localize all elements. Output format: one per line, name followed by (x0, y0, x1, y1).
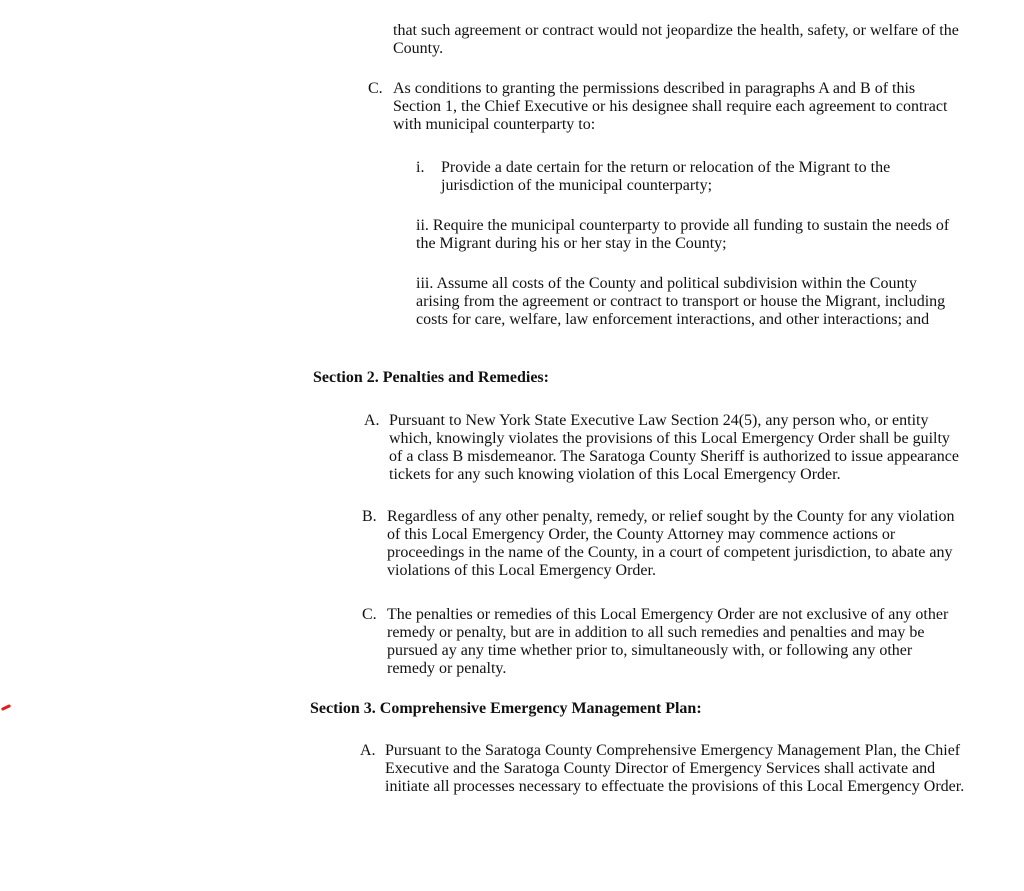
red-pen-mark (1, 704, 11, 711)
subitem-text: Provide a date certain for the return or relocation of the Migrant to the jurisdiction of the municipal counterparty; (441, 159, 891, 194)
subitem-label: iii. (416, 275, 434, 292)
subitem-text: Assume all costs of the County and political subdivision within the County arising from the agreement or contract to transport or house the Migrant, including costs for care, welfare, law enforcement interactions, and other interactions; and (416, 275, 946, 328)
subitem-label: ii. (416, 217, 429, 234)
section3-heading: Section 3. Comprehensive Emergency Management Plan: (310, 700, 702, 717)
item-text: As conditions to granting the permissions described in paragraphs A and B of this Section 1, the Chief Executive or his designee shall require each agreement to contract with municipal counterparty to: (393, 80, 948, 133)
item-label: A. (360, 742, 376, 759)
item-text: The penalties or remedies of this Local Emergency Order are not exclusive of any other remedy or penalty, but are in addition to all such remedies and penalties and may be pursued ay any time whether prior to, simultaneously with, or following any other remedy or penalty. (387, 606, 949, 677)
section2-heading: Section 2. Penalties and Remedies: (313, 369, 549, 386)
item-label: C. (368, 80, 383, 97)
subitem-label: i. (416, 159, 425, 176)
item-label: C. (362, 606, 377, 623)
item-label: B. (362, 508, 377, 525)
item-text: Regardless of any other penalty, remedy, or relief sought by the County for any violation of this Local Emergency Order, the County Attorney may commence actions or proceedings in the name of the County, in a court of competent jurisdiction, to abate any violations of this Local Emergency Order. (387, 508, 955, 579)
item-text: Pursuant to New York State Executive Law Section 24(5), any person who, or entity which, knowingly violates the provisions of this Local Emergency Order shall be guilty of a class B misdemeanor. The Saratoga County Sheriff is authorized to issue appearance tickets for any such knowing violation of this Local Emergency Order. (389, 412, 959, 483)
subitem-text: Require the municipal counterparty to provide all funding to sustain the needs of the Migrant during his or her stay in the County; (416, 217, 950, 252)
intro-continuation: that such agreement or contract would not jeopardize the health, safety, or welfare of the County. (393, 22, 959, 57)
item-label: A. (364, 412, 380, 429)
item-text: Pursuant to the Saratoga County Comprehensive Emergency Management Plan, the Chief Executive and the Saratoga County Director of Emergency Services shall activate and initiate all processes necessary to effectuate the provisions of this Local Emergency Order. (385, 742, 965, 795)
